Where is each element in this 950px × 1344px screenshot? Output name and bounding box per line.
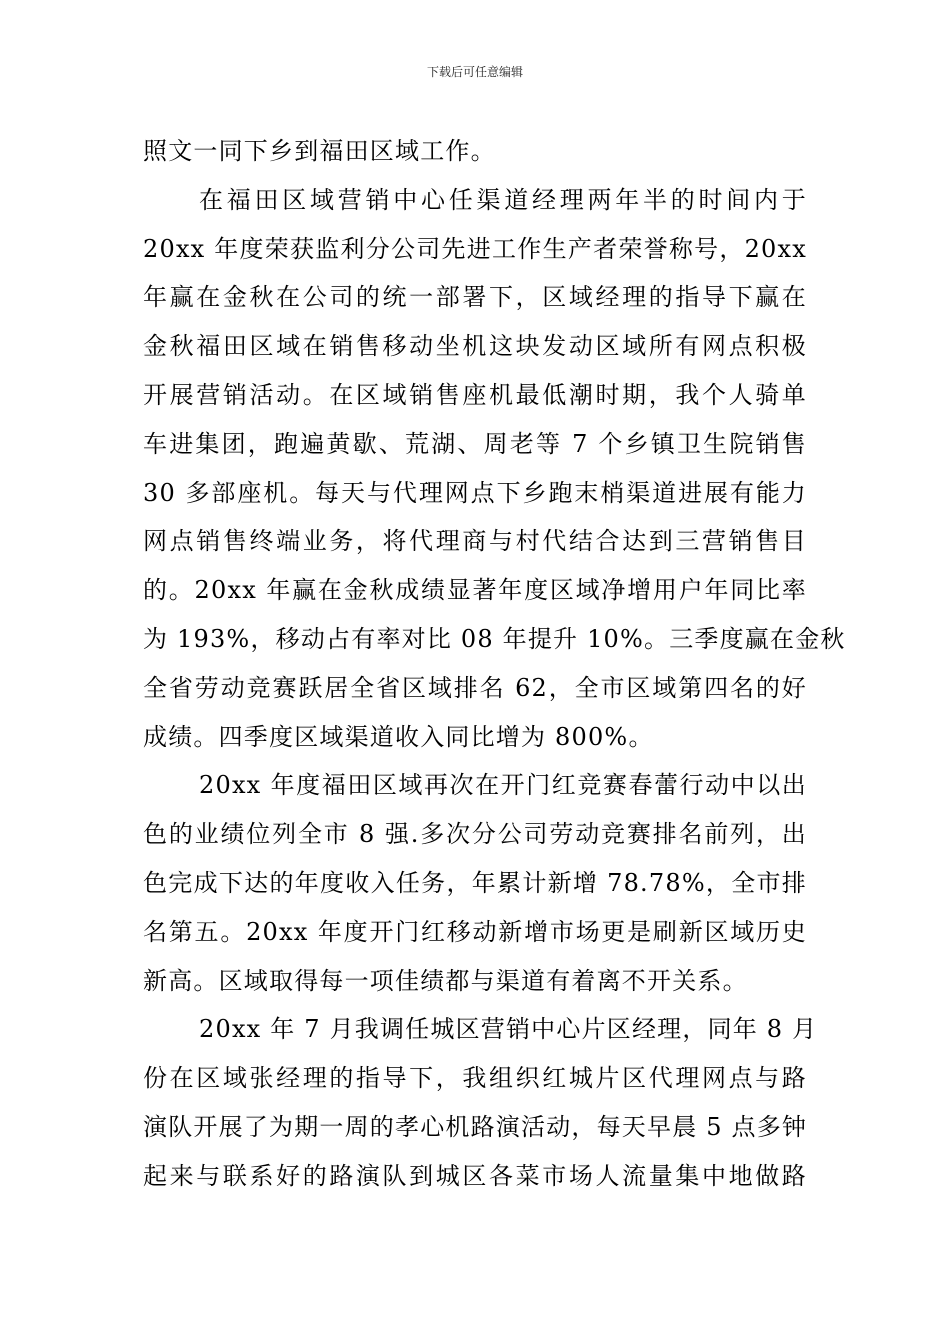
text-line: 20xx 年度福田区域再次在开门红竞赛春蕾行动中以出 bbox=[199, 771, 807, 800]
paragraph bbox=[143, 761, 807, 1005]
text-line: 开展营销活动。在区域销售座机最低潮时期，我个人骑单 bbox=[143, 380, 807, 409]
text-line: 演队开展了为期一周的孝心机路演活动，每天早晨 5 点多钟 bbox=[143, 1112, 808, 1141]
text-line: 色完成下达的年度收入任务，年累计新增 78.78%，全市排 bbox=[143, 868, 807, 897]
text-line: 名第五。20xx 年度开门红移动新增市场更是刷新区域历史 bbox=[143, 917, 807, 946]
text-line: 金秋福田区域在销售移动坐机这块发动区域所有网点积极 bbox=[143, 332, 807, 361]
text-line: 照文一同下乡到福田区域工作。 bbox=[143, 137, 496, 165]
text-line: 新高。区域取得每一项佳绩都与渠道有着离不开关系。 bbox=[143, 966, 748, 995]
text-line: 份在区域张经理的指导下，我组织红城片区代理网点与路 bbox=[143, 1064, 807, 1093]
text-line: 在福田区域营销中心任渠道经理两年半的时间内于 bbox=[199, 185, 807, 214]
text-line: 为 193%，移动占有率对比 08 年提升 10%。三季度赢在金秋 bbox=[143, 624, 846, 653]
text-line: 起来与联系好的路演队到城区各菜市场人流量集中地做路 bbox=[143, 1161, 807, 1190]
document-body bbox=[143, 127, 846, 1201]
paragraph bbox=[143, 1005, 818, 1200]
text-line: 20xx 年度荣获监利分公司先进工作生产者荣誉称号，20xx bbox=[143, 234, 807, 263]
text-line: 色的业绩位列全市 8 强.多次分公司劳动竞赛排名前列，出 bbox=[143, 820, 807, 849]
page-header: 下载后可任意编辑 bbox=[426, 65, 523, 79]
paragraph bbox=[143, 127, 807, 176]
text-line: 的。20xx 年赢在金秋成绩显著年度区域净增用户年同比率 bbox=[143, 576, 807, 605]
text-line: 网点销售终端业务，将代理商与村代结合达到三营销售目 bbox=[143, 527, 807, 556]
text-line: 30 多部座机。每天与代理网点下乡跑末梢渠道进展有能力 bbox=[143, 478, 807, 507]
text-line: 成绩。四季度区域渠道收入同比增为 800%。 bbox=[143, 722, 654, 751]
text-line: 20xx 年 7 月我调任城区营销中心片区经理，同年 8 月 bbox=[199, 1015, 818, 1044]
paragraph bbox=[143, 176, 846, 762]
text-line: 车进集团，跑遍黄歇、荒湖、周老等 7 个乡镇卫生院销售 bbox=[143, 429, 807, 458]
text-line: 全省劳动竞赛跃居全省区域排名 62，全市区域第四名的好 bbox=[143, 673, 807, 702]
text-line: 年赢在金秋在公司的统一部署下，区域经理的指导下赢在 bbox=[143, 283, 807, 312]
